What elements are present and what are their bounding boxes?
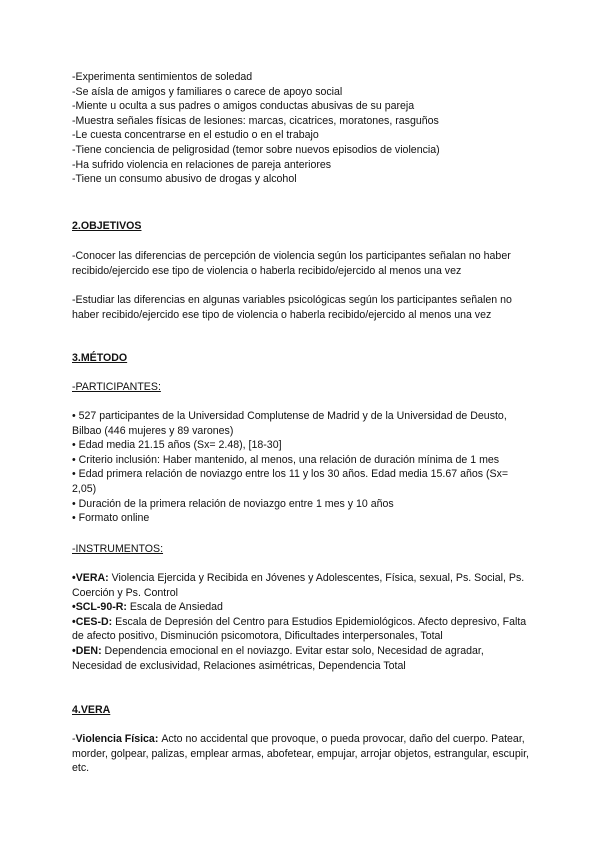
instrument-name: •VERA:	[72, 572, 112, 584]
list-item: • Formato online	[72, 512, 150, 525]
list-item: -Miente u oculta a sus padres o amigos conductas abusivas de su pareja	[72, 100, 415, 113]
instrument-name: •CES-D:	[72, 615, 116, 628]
instrument-description: Escala de Ansiedad	[129, 601, 223, 614]
list-item: -Ha sufrido violencia en relaciones de pareja anteriores	[72, 158, 332, 171]
instrument-name: •DEN:	[72, 644, 105, 657]
list-item: • Criterio inclusión: Haber mantenido, al menos, una relación de duración mínima de 1 mes	[72, 453, 500, 466]
list-item: -Muestra señales físicas de lesiones: marcas, cicatrices, moratones, rasguños	[72, 114, 439, 127]
list-item: -Le cuesta concentrarse en el estudio o en el trabajo	[72, 129, 319, 142]
instrument-description: Escala de Depresión del Centro para Estudios Epidemiológicos. Afecto depresivo, Falta de afecto positivo, Disminución psicomotora, Dificultades interpersonales, Total	[72, 615, 527, 643]
instrument-name: •SCL-90-R:	[72, 601, 130, 614]
list-item	[72, 600, 532, 615]
subheading-instrumentos: -INSTRUMENTOS:	[72, 543, 164, 555]
list-item: • Edad media 21.15 años (Sx= 2.48), [18-30]	[72, 439, 282, 452]
list-item: -Se aísla de amigos y familiares o carece de apoyo social	[72, 85, 343, 98]
list-item: • Edad primera relación de noviazgo entre los 11 y los 30 años. Edad media 15.67 años (Sx= 2,05)	[72, 468, 509, 495]
list-item	[72, 615, 532, 644]
list-item: -Tiene conciencia de peligrosidad (temor sobre nuevos episodios de violencia)	[72, 143, 440, 156]
risk-indicators-list	[72, 70, 532, 187]
participants-list	[72, 409, 532, 526]
instruments-list	[72, 571, 532, 673]
list-item: -Experimenta sentimientos de soledad	[72, 71, 253, 83]
subheading-participantes: -PARTICIPANTES:	[72, 381, 161, 393]
instrument-description: Dependencia emocional en el noviazgo. Evitar estar solo, Necesidad de agradar, Necesidad de exclusividad, Relaciones asimétricas, Dependencia Total	[72, 644, 484, 672]
list-item: • Duración de la primera relación de noviazgo entre 1 mes y 10 años	[72, 497, 394, 510]
section-heading-metodo: 3.MÉTODO	[72, 352, 128, 364]
vera-definition	[72, 732, 532, 776]
objective-paragraph: -Estudiar las diferencias en algunas variables psicológicas según los participantes señalen no haber recibido/ejercido ese tipo de violencia o haberla recibido/ejercido al menos una vez	[72, 294, 512, 321]
objective-paragraph: -Conocer las diferencias de percepción de violencia según los participantes señalan no haber recibido/ejercido ese tipo de violencia o haberla recibido/ejercido al menos una vez	[72, 250, 511, 277]
section-heading-vera: 4.VERA	[72, 704, 111, 716]
instrument-description: Violencia Ejercida y Recibida en Jóvenes y Adolescentes, Física, sexual, Ps. Social, Ps. Coerción y Ps. Control	[72, 572, 525, 599]
list-item: -Tiene un consumo abusivo de drogas y alcohol	[72, 173, 297, 186]
list-item: • 527 participantes de la Universidad Complutense de Madrid y de la Universidad de Deusto, Bilbao (446 mujeres y 89 varones)	[72, 410, 507, 437]
section-heading-objetivos: 2.OBJETIVOS	[72, 220, 142, 232]
list-item	[72, 644, 532, 673]
definition-prefix: -	[72, 733, 76, 745]
definition-term: Violencia Física:	[75, 733, 162, 745]
list-item	[72, 571, 532, 600]
definition-text: Acto no accidental que provoque, o pueda provocar, daño del cuerpo. Patear, morder, golpear, palizas, emplear armas, abofetear, empujar, arrojar objetos, estrangular, escupir, etc.	[72, 733, 529, 775]
